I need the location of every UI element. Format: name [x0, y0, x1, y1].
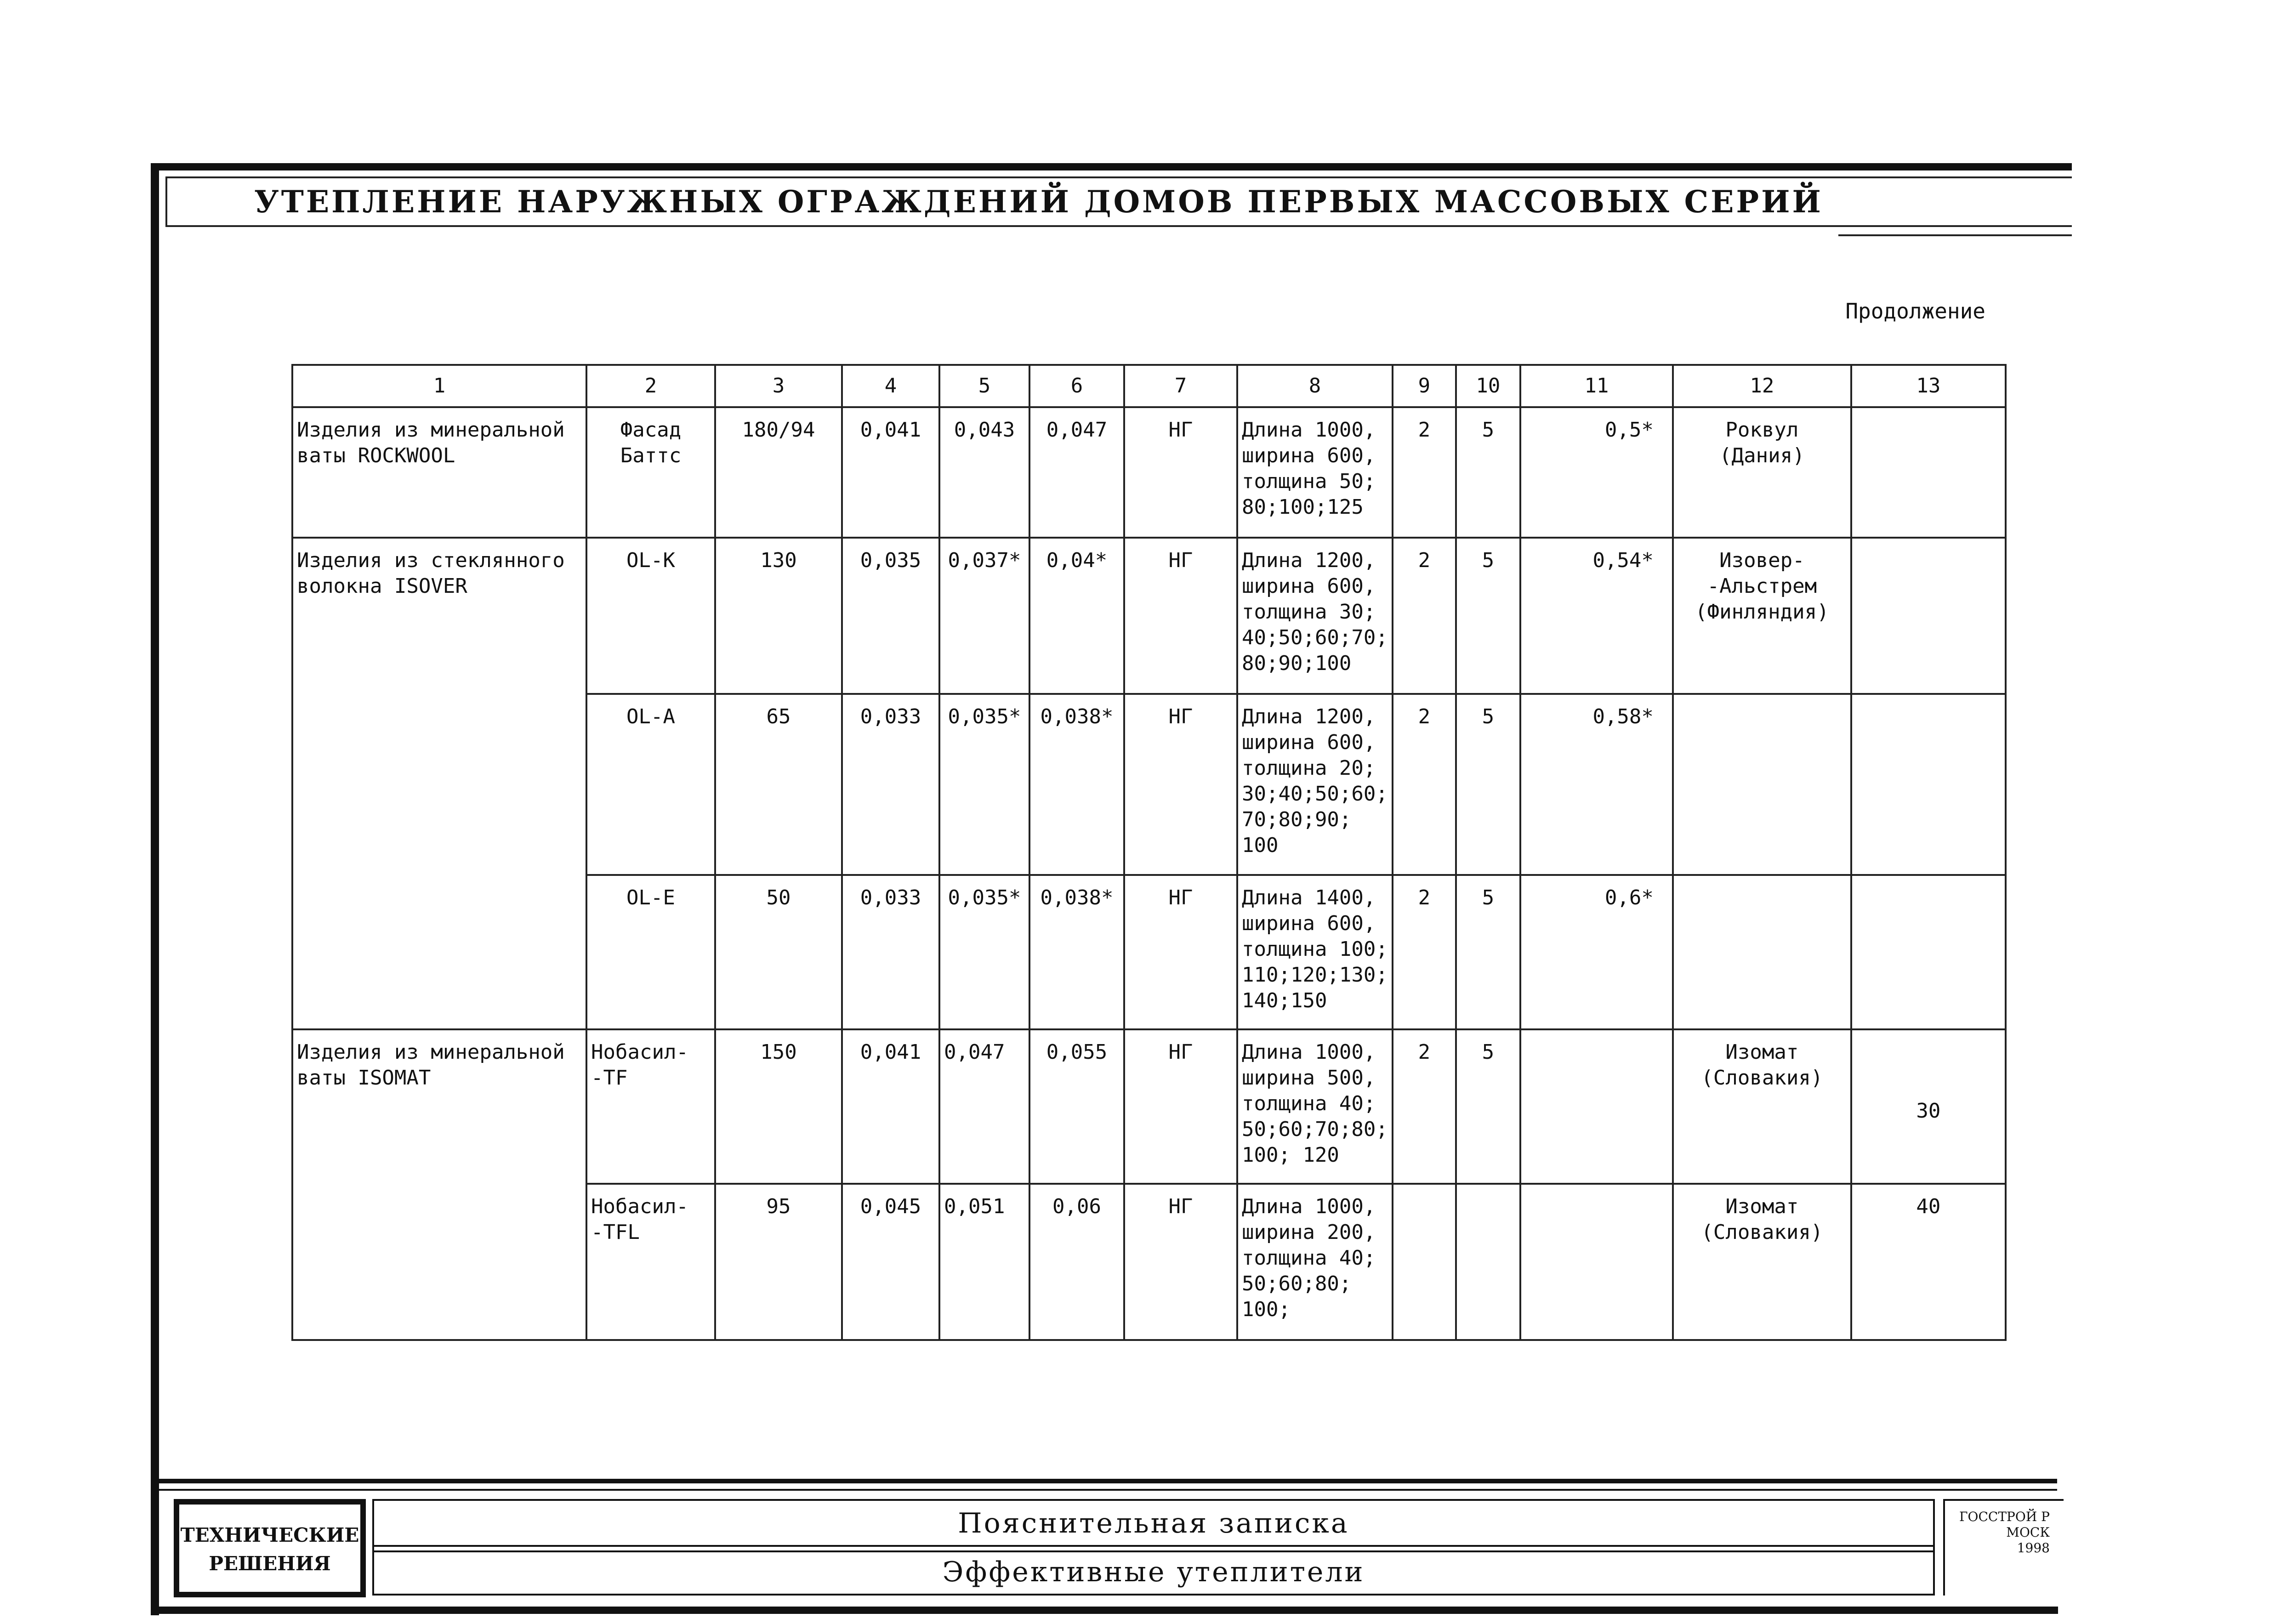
- table-cell: [1393, 1184, 1456, 1340]
- table-cell: 0,043: [939, 407, 1029, 538]
- page-title: УТЕПЛЕНИЕ НАРУЖНЫХ ОГРАЖДЕНИЙ ДОМОВ ПЕРВЫХ МАССОВЫХ СЕРИЙ: [254, 184, 1823, 220]
- table-cell: 0,54*: [1520, 538, 1673, 694]
- table-cell: [1851, 875, 2006, 1029]
- table-cell: 0,5*: [1520, 407, 1673, 538]
- table-cell: 0,06: [1029, 1184, 1124, 1340]
- column-header: 1: [292, 365, 586, 407]
- group-name: Изделия из минеральной ваты ISOMAT: [292, 1029, 586, 1340]
- title-rule: [1838, 234, 2072, 236]
- brand-cell: OL-E: [586, 875, 715, 1029]
- sheet-frame-top: [151, 163, 2072, 170]
- column-header: 11: [1520, 365, 1673, 407]
- dimensions-cell: Длина 1000, ширина 200, толщина 40; 50;60;80; 100;: [1237, 1184, 1393, 1340]
- table-cell: [1520, 1184, 1673, 1340]
- stamp-title-block: [372, 1499, 1935, 1596]
- dimensions-cell: Длина 1400, ширина 600, толщина 100; 110;120;130; 140;150: [1237, 875, 1393, 1029]
- table-row: [292, 1029, 2006, 1184]
- column-header: 13: [1851, 365, 2006, 407]
- dimensions-cell: Длина 1000, ширина 500, толщина 40; 50;60;70;80; 100; 120: [1237, 1029, 1393, 1184]
- stamp-line-1: Пояснительная записка: [958, 1507, 1349, 1539]
- continuation-label: Продолжение: [1845, 299, 1985, 324]
- table-cell: 130: [715, 538, 842, 694]
- table-row: [292, 407, 2006, 538]
- table-cell: 40: [1851, 1184, 2006, 1340]
- technical-solutions-stamp: ТЕХНИЧЕСКИЕ РЕШЕНИЯ: [174, 1499, 366, 1597]
- manufacturer-cell: Изомат (Словакия): [1673, 1029, 1851, 1184]
- table-cell: НГ: [1124, 407, 1237, 538]
- column-header: 9: [1393, 365, 1456, 407]
- brand-cell: OL-K: [586, 538, 715, 694]
- column-header: 8: [1237, 365, 1393, 407]
- table-cell: 0,04*: [1029, 538, 1124, 694]
- table-cell: 0,041: [842, 407, 939, 538]
- table-cell: 0,035*: [939, 694, 1029, 875]
- brand-cell: Фасад Баттс: [586, 407, 715, 538]
- table-cell: НГ: [1124, 538, 1237, 694]
- column-header: 6: [1029, 365, 1124, 407]
- brand-cell: Нобасил- -TFL: [586, 1184, 715, 1340]
- table-cell: 180/94: [715, 407, 842, 538]
- column-header: 7: [1124, 365, 1237, 407]
- column-header: 5: [939, 365, 1029, 407]
- group-name: Изделия из стеклянного волокна ISOVER: [292, 538, 586, 1029]
- table-cell: 2: [1393, 694, 1456, 875]
- column-header: 10: [1456, 365, 1520, 407]
- table-cell: 0,038*: [1029, 875, 1124, 1029]
- table-cell: 5: [1456, 538, 1520, 694]
- table-cell: 5: [1456, 1029, 1520, 1184]
- table-cell: 0,047: [1029, 407, 1124, 538]
- table-cell: 0,033: [842, 875, 939, 1029]
- table-cell: 0,041: [842, 1029, 939, 1184]
- table-cell: 0,038*: [1029, 694, 1124, 875]
- table-cell: НГ: [1124, 694, 1237, 875]
- manufacturer-cell: Изовер- -Альстрем (Финляндия): [1673, 538, 1851, 694]
- table-cell: [1851, 407, 2006, 538]
- table-header-row: [292, 365, 2006, 407]
- sheet-frame-left: [151, 163, 159, 1615]
- column-header: 3: [715, 365, 842, 407]
- organization-stamp: ГОССТРОЙ Р МОСК 1998: [1943, 1499, 2064, 1596]
- table-cell: 0,051: [939, 1184, 1029, 1340]
- table-cell: 0,037*: [939, 538, 1029, 694]
- stamp-rule: [159, 1479, 2057, 1483]
- table-cell: НГ: [1124, 875, 1237, 1029]
- group-name: Изделия из минеральной ваты ROCKWOOL: [292, 407, 586, 538]
- manufacturer-cell: [1673, 694, 1851, 875]
- table-cell: [1851, 538, 2006, 694]
- table-cell: [1851, 694, 2006, 875]
- table-cell: 0,58*: [1520, 694, 1673, 875]
- stamp-rule-thin: [159, 1489, 2057, 1491]
- sheet-frame-bottom: [151, 1607, 2058, 1614]
- manufacturer-cell: Изомат (Словакия): [1673, 1184, 1851, 1340]
- table-cell: 0,047: [939, 1029, 1029, 1184]
- table-cell: 2: [1393, 875, 1456, 1029]
- table-cell: 30: [1851, 1029, 2006, 1184]
- table-cell: 0,035*: [939, 875, 1029, 1029]
- table-cell: НГ: [1124, 1029, 1237, 1184]
- insulation-table: [291, 364, 2007, 1341]
- column-header: 4: [842, 365, 939, 407]
- table-cell: 5: [1456, 694, 1520, 875]
- table-cell: 50: [715, 875, 842, 1029]
- table-cell: 150: [715, 1029, 842, 1184]
- table-cell: 5: [1456, 875, 1520, 1029]
- table-cell: 0,055: [1029, 1029, 1124, 1184]
- column-header: 2: [586, 365, 715, 407]
- table-cell: 2: [1393, 407, 1456, 538]
- manufacturer-cell: [1673, 875, 1851, 1029]
- table-row: [292, 538, 2006, 694]
- table-cell: НГ: [1124, 1184, 1237, 1340]
- brand-cell: OL-A: [586, 694, 715, 875]
- dimensions-cell: Длина 1200, ширина 600, толщина 20; 30;40;50;60; 70;80;90; 100: [1237, 694, 1393, 875]
- manufacturer-cell: Роквул (Дания): [1673, 407, 1851, 538]
- table-cell: 5: [1456, 407, 1520, 538]
- table-cell: 2: [1393, 1029, 1456, 1184]
- table-cell: 0,6*: [1520, 875, 1673, 1029]
- table-cell: 0,033: [842, 694, 939, 875]
- table-cell: 0,045: [842, 1184, 939, 1340]
- dimensions-cell: Длина 1000, ширина 600, толщина 50; 80;100;125: [1237, 407, 1393, 538]
- brand-cell: Нобасил- -TF: [586, 1029, 715, 1184]
- table-cell: [1520, 1029, 1673, 1184]
- table-cell: [1456, 1184, 1520, 1340]
- table-cell: 2: [1393, 538, 1456, 694]
- table-cell: 65: [715, 694, 842, 875]
- table-cell: 95: [715, 1184, 842, 1340]
- stamp-line-2: Эффективные утеплители: [942, 1556, 1365, 1588]
- dimensions-cell: Длина 1200, ширина 600, толщина 30; 40;50;60;70; 80;90;100: [1237, 538, 1393, 694]
- table-cell: 0,035: [842, 538, 939, 694]
- column-header: 12: [1673, 365, 1851, 407]
- stamp-divider: [374, 1550, 1933, 1552]
